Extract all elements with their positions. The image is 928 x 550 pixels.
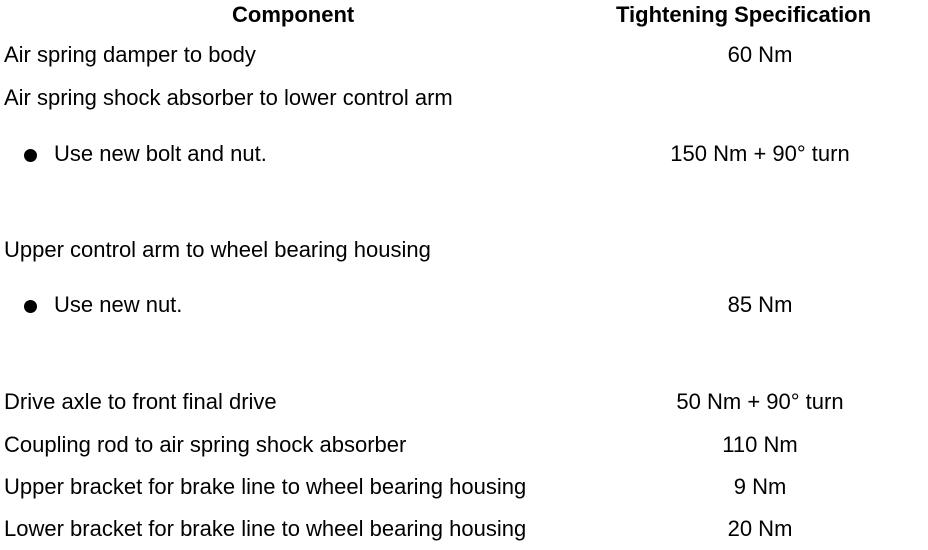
spec-cell: 60 Nm: [727, 42, 793, 67]
component-cell: Lower bracket for brake line to wheel bearing housing: [4, 516, 527, 541]
note-cell: Use new bolt and nut.: [54, 141, 267, 166]
spec-cell: 50 Nm + 90° turn: [676, 389, 844, 414]
table-row-note: [0, 141, 928, 171]
table-header: [0, 0, 928, 30]
component-cell: Coupling rod to air spring shock absorber: [4, 432, 407, 457]
spec-cell: 20 Nm: [727, 516, 793, 541]
table-row: [0, 42, 928, 72]
bullet-icon: [24, 149, 37, 162]
table-row: [0, 474, 928, 504]
table-row: [0, 389, 928, 419]
table-row-note: [0, 292, 928, 322]
table-row: [0, 237, 928, 267]
spec-cell: 85 Nm: [727, 292, 793, 317]
note-cell: Use new nut.: [54, 292, 183, 317]
table-row: [0, 85, 928, 115]
spec-cell: 9 Nm: [733, 474, 787, 499]
component-cell: Air spring shock absorber to lower control arm: [4, 85, 453, 110]
header-component: Component: [232, 2, 355, 27]
component-cell: Upper control arm to wheel bearing housing: [4, 237, 431, 262]
component-cell: Air spring damper to body: [4, 42, 256, 67]
table-row: [0, 516, 928, 546]
bullet-icon: [24, 300, 37, 313]
table-row: [0, 432, 928, 462]
spec-cell: 110 Nm: [722, 432, 798, 457]
header-tightening-specification: Tightening Specification: [616, 2, 872, 27]
component-cell: Drive axle to front final drive: [4, 389, 277, 414]
spec-cell: 150 Nm + 90° turn: [670, 141, 850, 166]
component-cell: Upper bracket for brake line to wheel bearing housing: [4, 474, 527, 499]
